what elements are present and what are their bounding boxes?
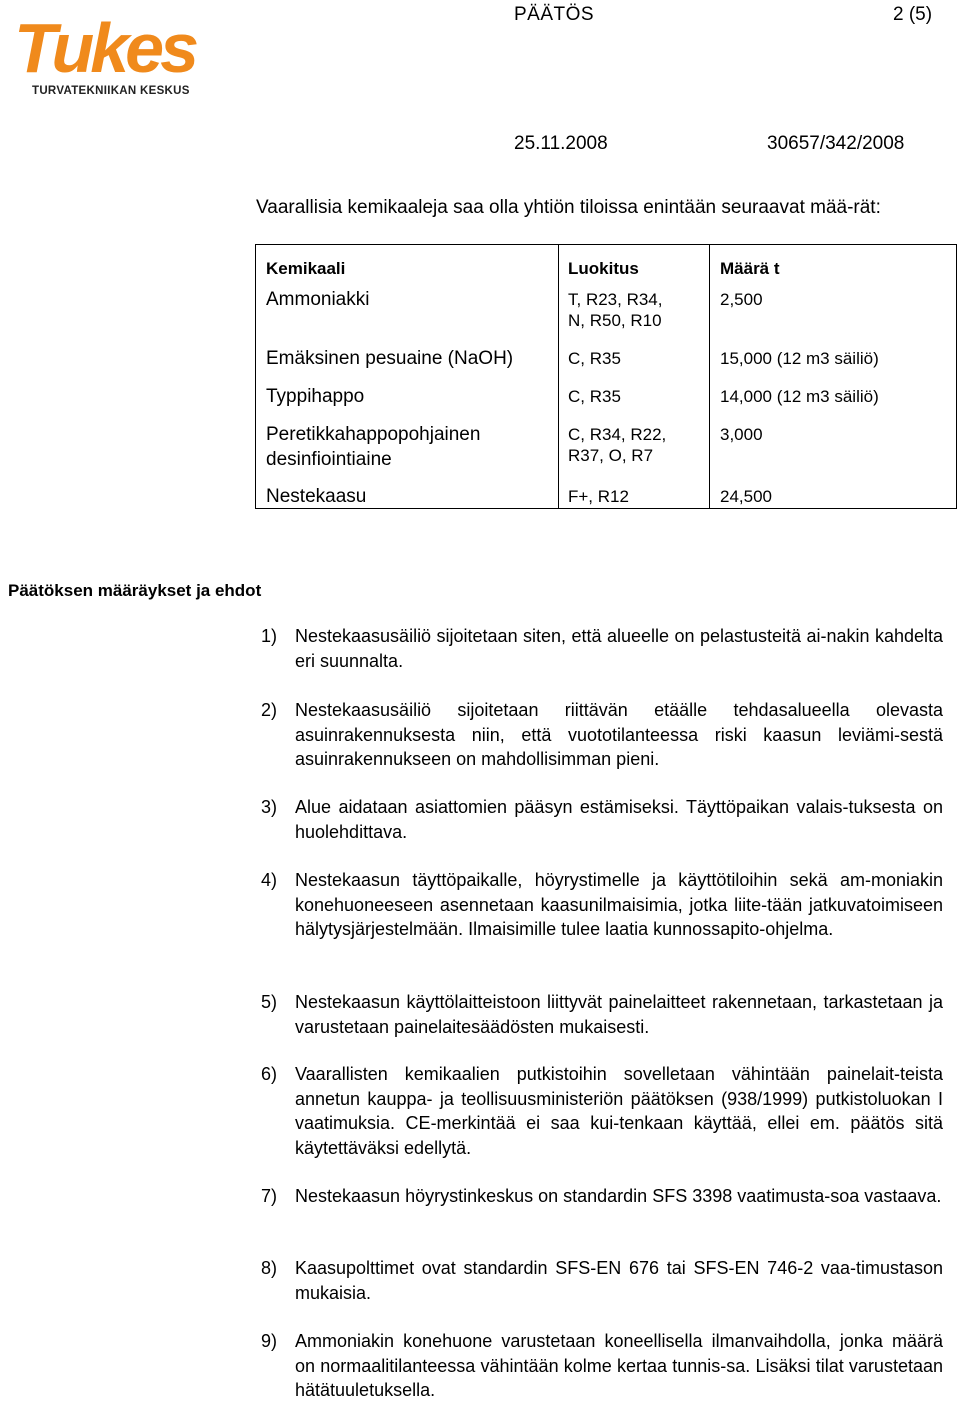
logo-wordmark: Tukes: [14, 9, 196, 87]
condition-number: 3): [261, 797, 278, 817]
chemical-amount: 3,000: [720, 425, 763, 444]
intro-text: Vaarallisia kemikaaleja saa olla yhtiön tiloissa enintään seuraavat mää-rät:: [256, 197, 881, 218]
chemical-classification: T, R23, R34,: [568, 290, 663, 309]
condition-number: 1): [261, 626, 278, 646]
condition-text: Vaarallisten kemikaalien putkistoihin sovelletaan vähintään painelait-teista annetun kauppa- ja teollisuusministeriön päätöksen (938/1999) putkistoluokan I vaatimuksia. CE-merkintää ei saa kui-tenkaan käyttää, ellei em. päätös sitä käytettäväksi edellytä.: [295, 1064, 943, 1158]
chemical-name: Typpihappo: [266, 386, 365, 407]
condition-text: Nestekaasun höyrystinkeskus on standardin SFS 3398 vaatimusta-soa vastaava.: [295, 1186, 942, 1206]
logo-subtitle: TURVATEKNIIKAN KESKUS: [32, 85, 190, 97]
condition-text: Nestekaasun täyttöpaikalle, höyrystimelle ja käyttötiloihin sekä am-moniakin konehuoneeseen asennetaan kaasunilmaisimia, jotka liite-tään jatkuvatoimiseen hälytysjärjestelmään. Ilmaisimille tulee laatia kunnossapito-ohjelma.: [295, 870, 943, 939]
condition-number: 4): [261, 870, 278, 890]
chemical-name: Peretikkahappopohjainen: [266, 424, 481, 445]
table-column-divider: [558, 245, 559, 508]
condition-number: 6): [261, 1064, 278, 1084]
document-type: PÄÄTÖS: [514, 4, 595, 25]
chemicals-table: [255, 244, 957, 509]
chemical-amount: 15,000 (12 m3 säiliö): [720, 349, 879, 368]
chemical-name: Emäksinen pesuaine (NaOH): [266, 348, 514, 369]
chemical-amount: 14,000 (12 m3 säiliö): [720, 387, 879, 406]
table-column-divider: [709, 245, 710, 508]
condition-item: [261, 698, 943, 772]
chemical-amount: 24,500: [720, 487, 772, 506]
chemical-name: Nestekaasu: [266, 486, 367, 507]
chemical-classification: C, R35: [568, 387, 621, 406]
chemical-classification: F+, R12: [568, 487, 629, 506]
condition-item: [261, 1329, 943, 1403]
chemical-amount: 2,500: [720, 290, 763, 309]
condition-item: [261, 1184, 943, 1209]
condition-text: Nestekaasusäiliö sijoitetaan siten, että alueelle on pelastusteitä ai-nakin kahdelta eri suunnalta.: [295, 626, 943, 671]
chemical-classification: R37, O, R7: [568, 446, 654, 465]
condition-text: Alue aidataan asiattomien pääsyn estämiseksi. Täyttöpaikan valais-tuksesta on huolehdittava.: [295, 797, 943, 842]
condition-item: [261, 1256, 943, 1305]
document-date: 25.11.2008: [514, 133, 608, 154]
chemical-classification: N, R50, R10: [568, 311, 662, 330]
condition-number: 8): [261, 1258, 278, 1278]
condition-item: [261, 795, 943, 844]
condition-text: Kaasupolttimet ovat standardin SFS-EN 676 tai SFS-EN 746-2 vaa-timustason mukaisia.: [295, 1258, 943, 1303]
table-header-cell: Luokitus: [568, 259, 639, 278]
condition-text: Ammoniakin konehuone varustetaan koneellisella ilmanvaihdolla, jonka määrä on normaalitilanteessa vähintään kolme kertaa tunnis-sa. Lisäksi tilat varustetaan hätätuuletuksella.: [295, 1331, 943, 1400]
tukes-logo: [10, 8, 210, 100]
chemical-name: desinfiointiaine: [266, 449, 392, 470]
chemical-name: Ammoniakki: [266, 289, 370, 310]
chemical-classification: C, R35: [568, 349, 621, 368]
page-number: 2 (5): [893, 4, 933, 25]
condition-text: Nestekaasun käyttölaitteistoon liittyvät painelaitteet rakennetaan, tarkastetaan ja varustetaan painelaitesäädösten mukaisesti.: [295, 992, 943, 1037]
chemical-classification: C, R34, R22,: [568, 425, 667, 444]
document-reference: 30657/342/2008: [767, 133, 905, 154]
condition-number: 5): [261, 992, 278, 1012]
table-header-cell: Kemikaali: [266, 259, 346, 278]
table-header-cell: Määrä t: [720, 259, 780, 278]
condition-text: Nestekaasusäiliö sijoitetaan riittävän etäälle tehdasalueella olevasta asuinrakennuksesta niin, että vuototilanteessa riski kaasun leviämi-sestä asuinrakennukseen on mahdollisimman pieni.: [295, 700, 943, 769]
condition-item: [261, 990, 943, 1039]
condition-number: 9): [261, 1331, 278, 1351]
section-title: Päätöksen määräykset ja ehdot: [8, 581, 262, 600]
condition-number: 7): [261, 1186, 278, 1206]
condition-item: [261, 868, 943, 942]
condition-item: [261, 1062, 943, 1160]
condition-item: [261, 624, 943, 673]
condition-number: 2): [261, 700, 278, 720]
